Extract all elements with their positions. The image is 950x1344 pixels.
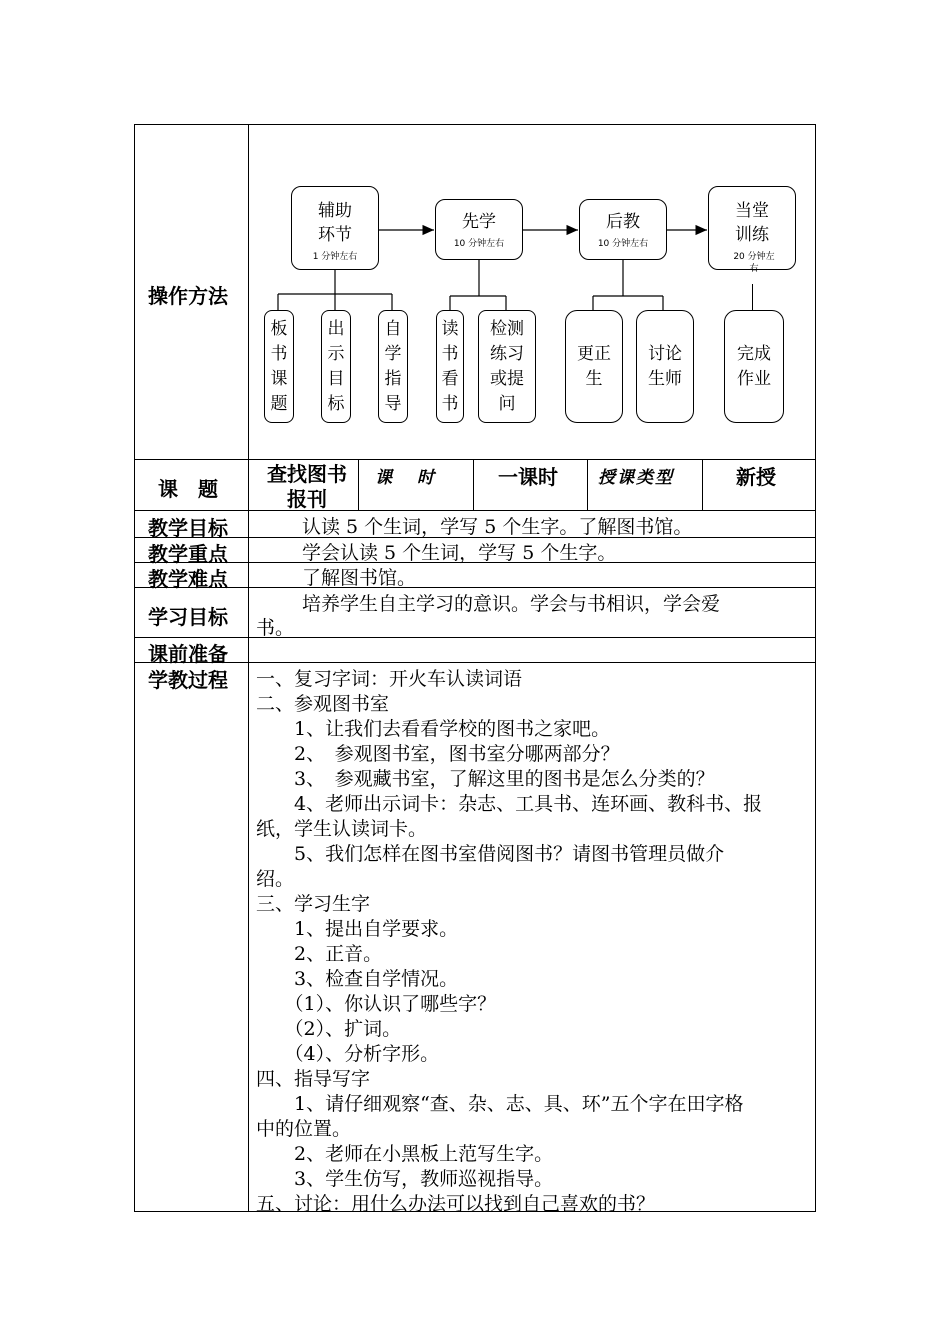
sub-box-text: 检测: [490, 318, 524, 339]
process-label: 学教过程: [148, 668, 228, 692]
sub-box-discuss: [636, 310, 694, 423]
learn-value-line1: 培养学生自主学习的意识。学会与书相识，学会爱: [302, 593, 721, 615]
process-line: 2、正音。: [256, 943, 383, 965]
flow-step-title: 环节: [318, 225, 352, 245]
sub-box-text: 导: [384, 393, 402, 414]
process-line: 3、学生仿写，教师巡视指导。: [256, 1168, 554, 1190]
flow-step-title: 后教: [606, 212, 640, 232]
sub-box-text: 生: [585, 368, 603, 389]
process-line: 一、复习字词：开火车认读词语: [256, 668, 523, 690]
process-line: 1、提出自学要求。: [256, 918, 459, 940]
flow-step-time: 1 分钟左右: [312, 252, 358, 262]
process-line: 4、老师出示词卡：杂志、工具书、连环画、教科书、报: [256, 793, 763, 815]
sub-box-text: 完成: [737, 343, 771, 364]
sub-box-text: 书: [441, 393, 459, 414]
sub-box-text: 目: [327, 368, 345, 389]
flow-step-practice: [708, 186, 796, 274]
flow-step-time: 10 分钟左右: [453, 239, 505, 249]
sub-box-text: 板: [270, 318, 288, 339]
process-line: 三、学习生字: [256, 893, 371, 915]
flow-step-title: 先学: [462, 212, 496, 232]
sub-box-read-books: [436, 310, 464, 423]
process-line: 纸，学生认读词卡。: [256, 818, 428, 840]
flow-connector: [752, 284, 753, 310]
topic-label: 课 题: [158, 477, 218, 501]
sub-box-text: 更正: [577, 343, 611, 364]
process-line: 四、指导写字: [256, 1068, 371, 1090]
sub-box-text: 示: [327, 343, 345, 364]
topic-value-line1: 查找图书: [267, 462, 347, 486]
flow-step-title: 训练: [735, 225, 769, 245]
sub-box-text: 书: [441, 343, 459, 364]
process-line: 二、参观图书室: [256, 693, 390, 715]
sub-box-self-study: [378, 310, 408, 423]
sub-box-text: 课: [270, 368, 288, 389]
learn-value-line2: 书。: [256, 617, 295, 639]
process-line: 中的位置。: [256, 1118, 352, 1140]
sub-box-text: 学: [384, 343, 402, 364]
sub-box-text: 题: [270, 393, 288, 414]
flow-step-title: 当堂: [735, 201, 769, 221]
sub-box-text: 练习: [490, 343, 524, 364]
sub-box-text: 读: [441, 318, 459, 339]
period-label: 课 时: [375, 468, 438, 488]
type-value: 新授: [736, 465, 776, 489]
flow-step-teach: [579, 199, 667, 260]
difficulty-value: 了解图书馆。: [302, 567, 417, 589]
flow-step-title: 辅助: [318, 201, 352, 221]
flow-step-time: 20 分钟左右: [733, 252, 775, 274]
difficulty-label: 教学难点: [148, 567, 228, 591]
sub-box-homework: [724, 310, 784, 423]
key-label: 教学重点: [148, 542, 228, 566]
sub-box-text: 讨论: [648, 343, 682, 364]
period-value: 一课时: [498, 465, 558, 489]
sub-box-check-practice: [478, 310, 536, 423]
topic-value: [262, 462, 352, 512]
sub-box-text: 出: [327, 318, 345, 339]
process-line: 3、检查自学情况。: [256, 968, 459, 990]
process-line: 绍。: [256, 868, 295, 890]
process-line: 2、老师在小黑板上范写生字。: [256, 1143, 554, 1165]
process-line: 2、 参观图书室，图书室分哪两部分？: [256, 743, 620, 765]
process-line: 3、 参观藏书室，了解这里的图书是怎么分类的？: [256, 768, 715, 790]
operation-label: 操作方法: [148, 284, 228, 308]
sub-box-text: 书: [270, 343, 288, 364]
sub-box-board-title: [264, 310, 294, 423]
sub-box-text: 自: [384, 318, 402, 339]
sub-box-text: 生师: [648, 368, 682, 389]
process-line: （1）、你认识了哪些字？: [256, 993, 497, 1015]
topic-value-line2: 报刊: [287, 487, 327, 511]
goal-label: 教学目标: [148, 516, 228, 540]
process-line: （2）、扩词。: [256, 1018, 402, 1040]
sub-box-text: 或提: [490, 368, 524, 389]
learn-label: 学习目标: [148, 605, 228, 629]
type-label: 授课类型: [598, 468, 674, 488]
sub-box-text: 指: [384, 368, 402, 389]
prep-label: 课前准备: [148, 642, 228, 666]
sub-box-correct: [565, 310, 623, 423]
flow-step-assist: [291, 186, 379, 270]
key-value: 学会认读 5 个生词，学写 5 个生字。: [302, 542, 617, 564]
process-line: 五、讨论：用什么办法可以找到自己喜欢的书？: [256, 1193, 656, 1215]
process-line: （4）、分析字形。: [256, 1043, 440, 1065]
process-line: 5、我们怎样在图书室借阅图书？请图书管理员做介: [256, 843, 725, 865]
flow-step-time: 10 分钟左右: [597, 239, 649, 249]
sub-box-text: 标: [327, 393, 345, 414]
goal-value: 认读 5 个生词，学写 5 个生字。了解图书馆。: [302, 516, 693, 538]
sub-box-text: 看: [441, 368, 459, 389]
sub-box-show-goal: [321, 310, 351, 423]
process-line: 1、让我们去看看学校的图书之家吧。: [256, 718, 611, 740]
sub-box-text: 作业: [737, 368, 771, 389]
sub-box-text: 问: [498, 393, 516, 414]
flow-step-prelearn: [435, 199, 523, 260]
process-line: 1、请仔细观察“查、杂、志、具、环”五个字在田字格: [256, 1093, 744, 1115]
